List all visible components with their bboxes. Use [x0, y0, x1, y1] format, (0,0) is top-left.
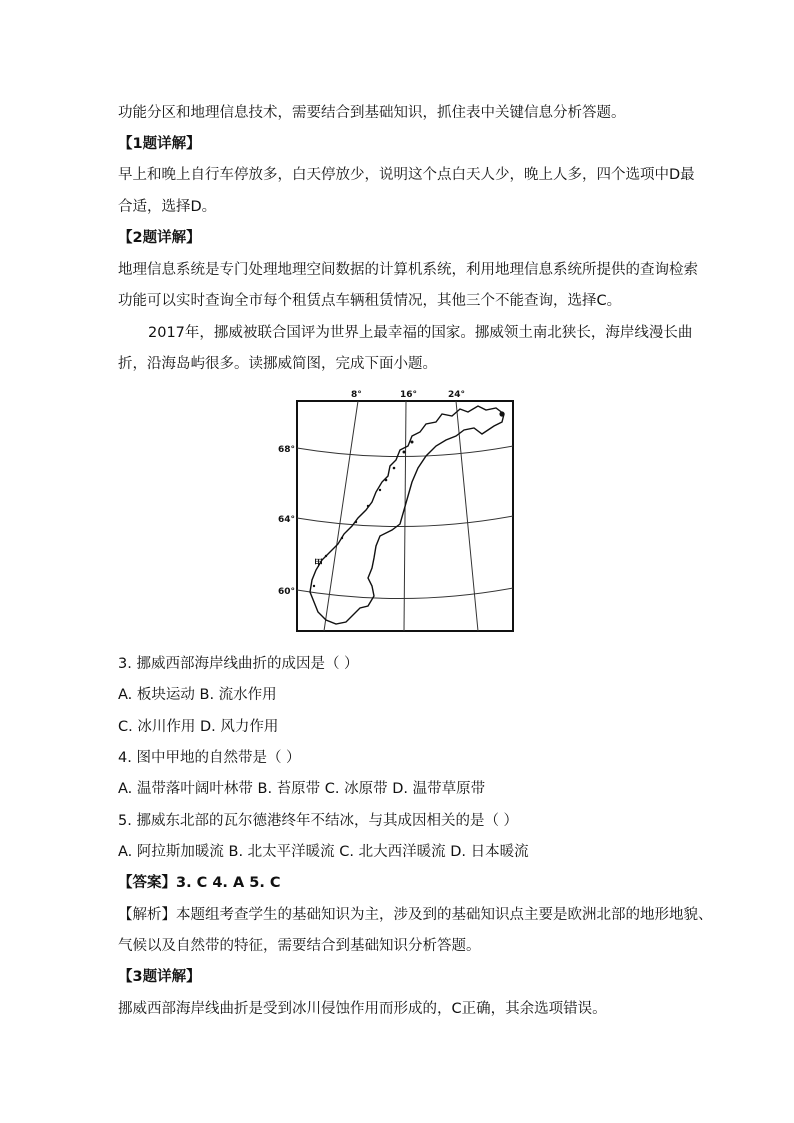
lon-line-16: [404, 401, 406, 631]
question-5: 5. 挪威东北部的瓦尔德港终年不结冰，与其成因相关的是（ ）: [118, 813, 519, 829]
section-heading-q2: 【2题详解】: [118, 230, 201, 246]
section-heading-q1: 【1题详解】: [118, 136, 201, 152]
coastal-islands: [313, 411, 505, 587]
paragraph-line: 合适，选择D。: [118, 199, 217, 215]
answer-line: 【答案】3. C 4. A 5. C: [118, 875, 281, 891]
question-3: 3. 挪威西部海岸线曲折的成因是（ ）: [118, 656, 359, 672]
lat-label-68: 68°: [278, 445, 296, 455]
lat-label-64: 64°: [278, 515, 296, 525]
lon-label-16: 16°: [400, 390, 418, 400]
paragraph-line: 早上和晚上自行车停放多，白天停放少，说明这个点白天人少，晚上人多，四个选项中D最: [118, 167, 695, 183]
lon-label-8: 8°: [351, 390, 362, 400]
lat-label-60: 60°: [278, 587, 296, 597]
norway-outline: [310, 406, 504, 624]
question-3-options-ab: A. 板块运动 B. 流水作用: [118, 687, 277, 703]
lon-line-24: [456, 401, 478, 631]
question-4-options: A. 温带落叶阔叶林带 B. 苔原带 C. 冰原带 D. 温带草原带: [118, 781, 486, 797]
lon-label-24: 24°: [448, 390, 466, 400]
paragraph-line: 功能可以实时查询全市每个租赁点车辆租赁情况，其他三个不能查询，选择C。: [118, 293, 622, 309]
place-label-jia: 甲: [314, 559, 324, 569]
analysis-line: 气候以及自然带的特征，需要结合到基础知识分析答题。: [118, 938, 481, 954]
question-5-options: A. 阿拉斯加暖流 B. 北太平洋暖流 C. 北大西洋暖流 D. 日本暖流: [118, 844, 529, 860]
paragraph-line: 地理信息系统是专门处理地理空间数据的计算机系统，利用地理信息系统所提供的查询检索: [118, 262, 698, 278]
intro-paragraph: 2017年，挪威被联合国评为世界上最幸福的国家。挪威领土南北狭长，海岸线漫长曲: [148, 325, 693, 341]
question-4: 4. 图中甲地的自然带是（ ）: [118, 750, 301, 766]
section-heading-q3: 【3题详解】: [118, 969, 201, 985]
paragraph-line: 功能分区和地理信息技术，需要结合到基础知识，抓住表中关键信息分析答题。: [118, 105, 626, 121]
analysis-line: 【解析】本题组考查学生的基础知识为主，涉及到的基础知识点主要是欧洲北部的地形地貌、: [118, 907, 713, 923]
norway-map: [278, 390, 514, 632]
intro-paragraph: 折，沿海岛屿很多。读挪威简图，完成下面小题。: [118, 356, 437, 372]
question-3-options-cd: C. 冰川作用 D. 风力作用: [118, 719, 279, 735]
paragraph-line: 挪威西部海岸线曲折是受到冰川侵蚀作用而形成的，C正确，其余选项错误。: [118, 1001, 607, 1017]
